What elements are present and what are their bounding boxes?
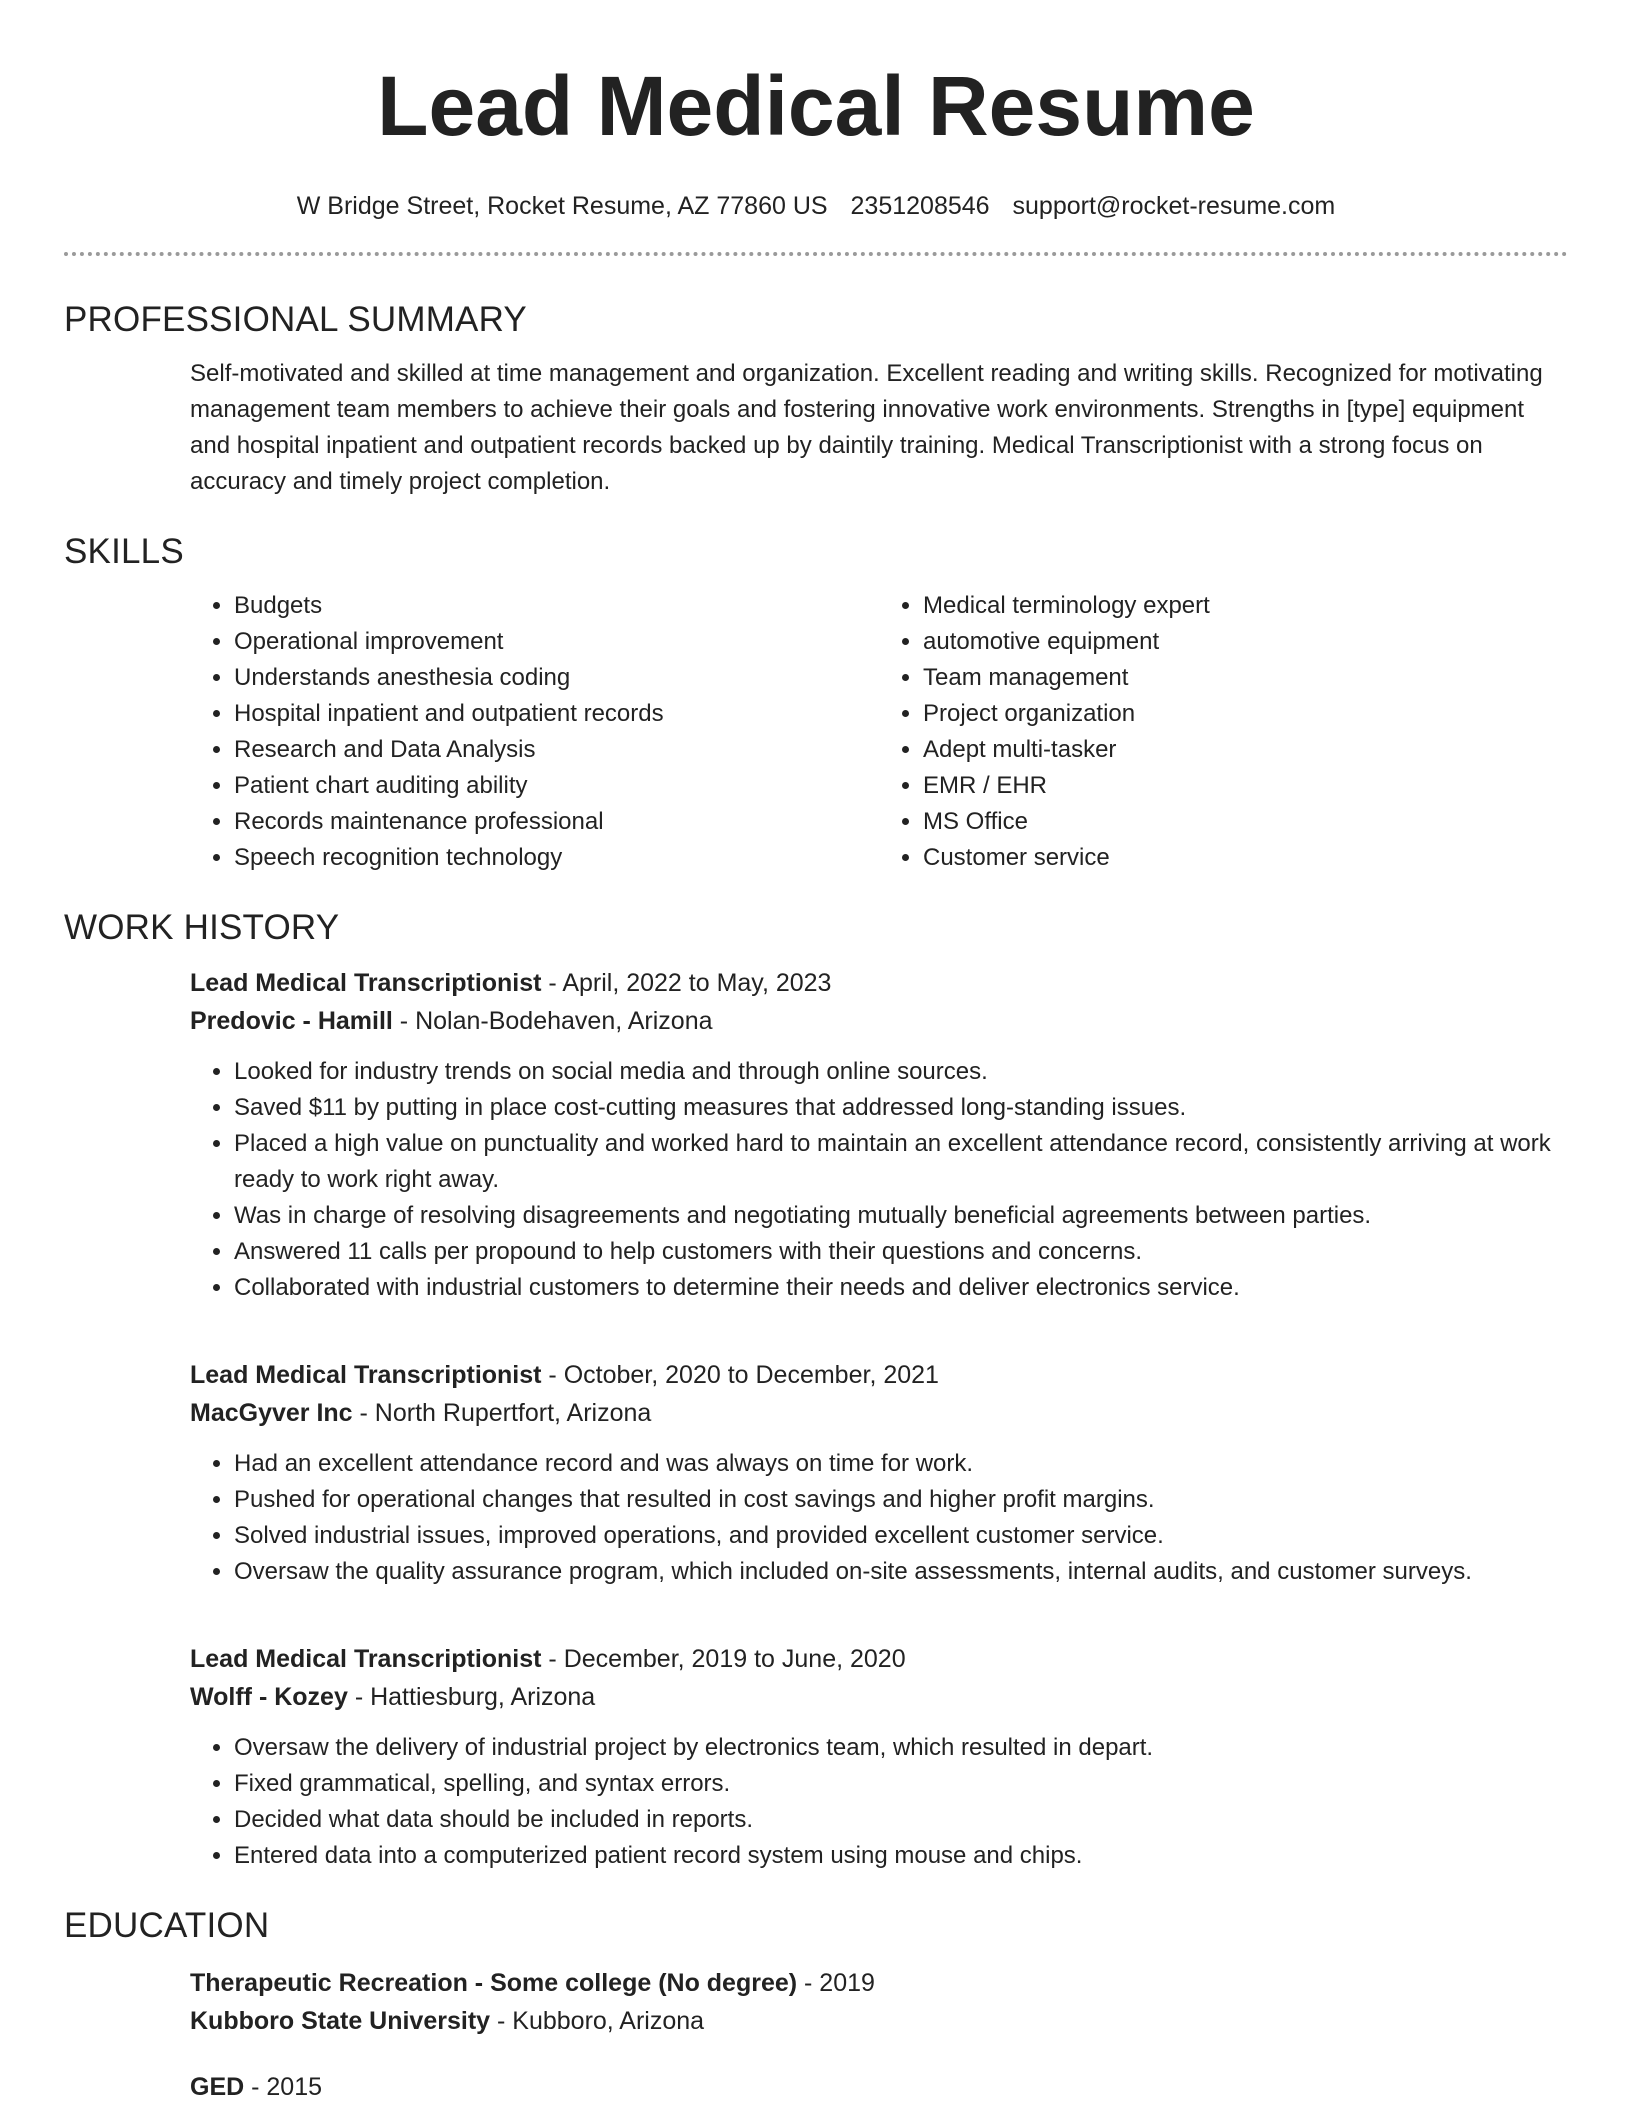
job-role: Lead Medical Transcriptionist [190, 1361, 542, 1389]
skill-item: • Understands anesthesia coding [234, 660, 879, 696]
job-bullet: • Pushed for operational changes that resulted in cost savings and higher profit margins. [234, 1482, 1568, 1518]
skills-list [190, 588, 1568, 876]
job-entry [190, 1640, 1568, 1874]
job-bullet: • Answered 11 calls per propound to help customers with their questions and concerns. [234, 1234, 1568, 1270]
job-bullet: • Collaborated with industrial customers to determine their needs and deliver electronics service. [234, 1270, 1568, 1306]
job-bullets [190, 1730, 1568, 1874]
job-bullet: • Looked for industry trends on social media and through online sources. [234, 1054, 1568, 1090]
skill-item: • Medical terminology expert [923, 588, 1568, 624]
job-bullet: • Saved $11 by putting in place cost-cutting measures that addressed long-standing issues. [234, 1090, 1568, 1126]
job-company: Predovic - Hamill [190, 1007, 393, 1035]
education-degree-line [190, 1964, 1568, 2002]
job-company-line [190, 1002, 1568, 1040]
skills-column-left [190, 588, 879, 876]
education-school: Kubboro State University [190, 2007, 491, 2035]
job-bullet: • Had an excellent attendance record and was always on time for work. [234, 1446, 1568, 1482]
job-company: MacGyver Inc [190, 1399, 353, 1427]
education-year: - 2019 [797, 1969, 875, 1997]
education-school-line [190, 2002, 1568, 2040]
job-entry [190, 1356, 1568, 1590]
job-company-line [190, 1678, 1568, 1716]
section-title-summary: PROFESSIONAL SUMMARY [64, 300, 527, 339]
education-degree: Therapeutic Recreation - Some college (No degree) [190, 1969, 798, 1997]
job-dates: - December, 2019 to June, 2020 [541, 1645, 906, 1673]
job-entry [190, 964, 1568, 1306]
skill-item: • Operational improvement [234, 624, 879, 660]
education-entry [190, 2068, 1568, 2106]
job-company-line [190, 1394, 1568, 1432]
resume-title: Lead Medical Resume [377, 59, 1255, 153]
job-bullet: • Decided what data should be included in reports. [234, 1802, 1568, 1838]
contact-line [64, 190, 1568, 222]
job-location: - Hattiesburg, Arizona [347, 1683, 596, 1711]
skill-item: • Records maintenance professional [234, 804, 879, 840]
skill-item: • Project organization [923, 696, 1568, 732]
header-divider [64, 252, 1568, 256]
job-dates: - April, 2022 to May, 2023 [541, 969, 832, 997]
job-bullet: • Fixed grammatical, spelling, and syntax errors. [234, 1766, 1568, 1802]
job-location: - Nolan-Bodehaven, Arizona [392, 1007, 713, 1035]
job-bullets [190, 1446, 1568, 1590]
education-degree-line [190, 2068, 1568, 2106]
job-bullet: • Oversaw the delivery of industrial project by electronics team, which resulted in depart. [234, 1730, 1568, 1766]
education-year: - 2015 [244, 2073, 323, 2101]
skill-item: • Speech recognition technology [234, 840, 879, 876]
summary-text: Self-motivated and skilled at time management and organization. Excellent reading and writing skills. Recognized for motivating management team members to achieve their goals and fostering innovative work environments. Strengths in [type] equipment and hospital inpatient and outpatient records backed up by daintily training. Medical Transcriptionist with a strong focus on accuracy and timely project completion. [190, 360, 1543, 495]
job-bullet: • Entered data into a computerized patient record system using mouse and chips. [234, 1838, 1568, 1874]
job-bullet: • Placed a high value on punctuality and worked hard to maintain an excellent attendance record, consistently arriving at work ready to work right away. [234, 1126, 1568, 1198]
skill-item: • MS Office [923, 804, 1568, 840]
skill-item: • EMR / EHR [923, 768, 1568, 804]
skill-item: • Budgets [234, 588, 879, 624]
skill-item: • Team management [923, 660, 1568, 696]
job-location: - North Rupertfort, Arizona [352, 1399, 652, 1427]
job-bullets [190, 1054, 1568, 1306]
contact-email[interactable]: support@rocket-resume.com [1012, 192, 1336, 220]
education-degree: GED [190, 2073, 245, 2101]
skill-item: • Research and Data Analysis [234, 732, 879, 768]
contact-phone: 2351208546 [850, 192, 990, 220]
skills-column-right [879, 588, 1568, 876]
job-dates: - October, 2020 to December, 2021 [541, 1361, 939, 1389]
skill-item: • Adept multi-tasker [923, 732, 1568, 768]
education-entry [190, 1964, 1568, 2040]
job-bullet: • Was in charge of resolving disagreements and negotiating mutually beneficial agreements between parties. [234, 1198, 1568, 1234]
job-bullet: • Solved industrial issues, improved operations, and provided excellent customer service. [234, 1518, 1568, 1554]
job-bullet: • Oversaw the quality assurance program, which included on-site assessments, internal audits, and customer surveys. [234, 1554, 1568, 1590]
contact-address: W Bridge Street, Rocket Resume, AZ 77860 US [296, 192, 828, 220]
section-title-skills: SKILLS [64, 532, 184, 571]
section-title-work-history: WORK HISTORY [64, 908, 340, 947]
job-title-line [190, 1640, 1568, 1678]
job-title-line [190, 964, 1568, 1002]
skill-item: • automotive equipment [923, 624, 1568, 660]
job-title-line [190, 1356, 1568, 1394]
section-title-education: EDUCATION [64, 1906, 270, 1945]
job-company: Wolff - Kozey [190, 1683, 348, 1711]
skill-item: • Customer service [923, 840, 1568, 876]
job-role: Lead Medical Transcriptionist [190, 969, 542, 997]
education-location: - Kubboro, Arizona [490, 2007, 705, 2035]
skill-item: • Hospital inpatient and outpatient records [234, 696, 879, 732]
job-role: Lead Medical Transcriptionist [190, 1645, 542, 1673]
skill-item: • Patient chart auditing ability [234, 768, 879, 804]
